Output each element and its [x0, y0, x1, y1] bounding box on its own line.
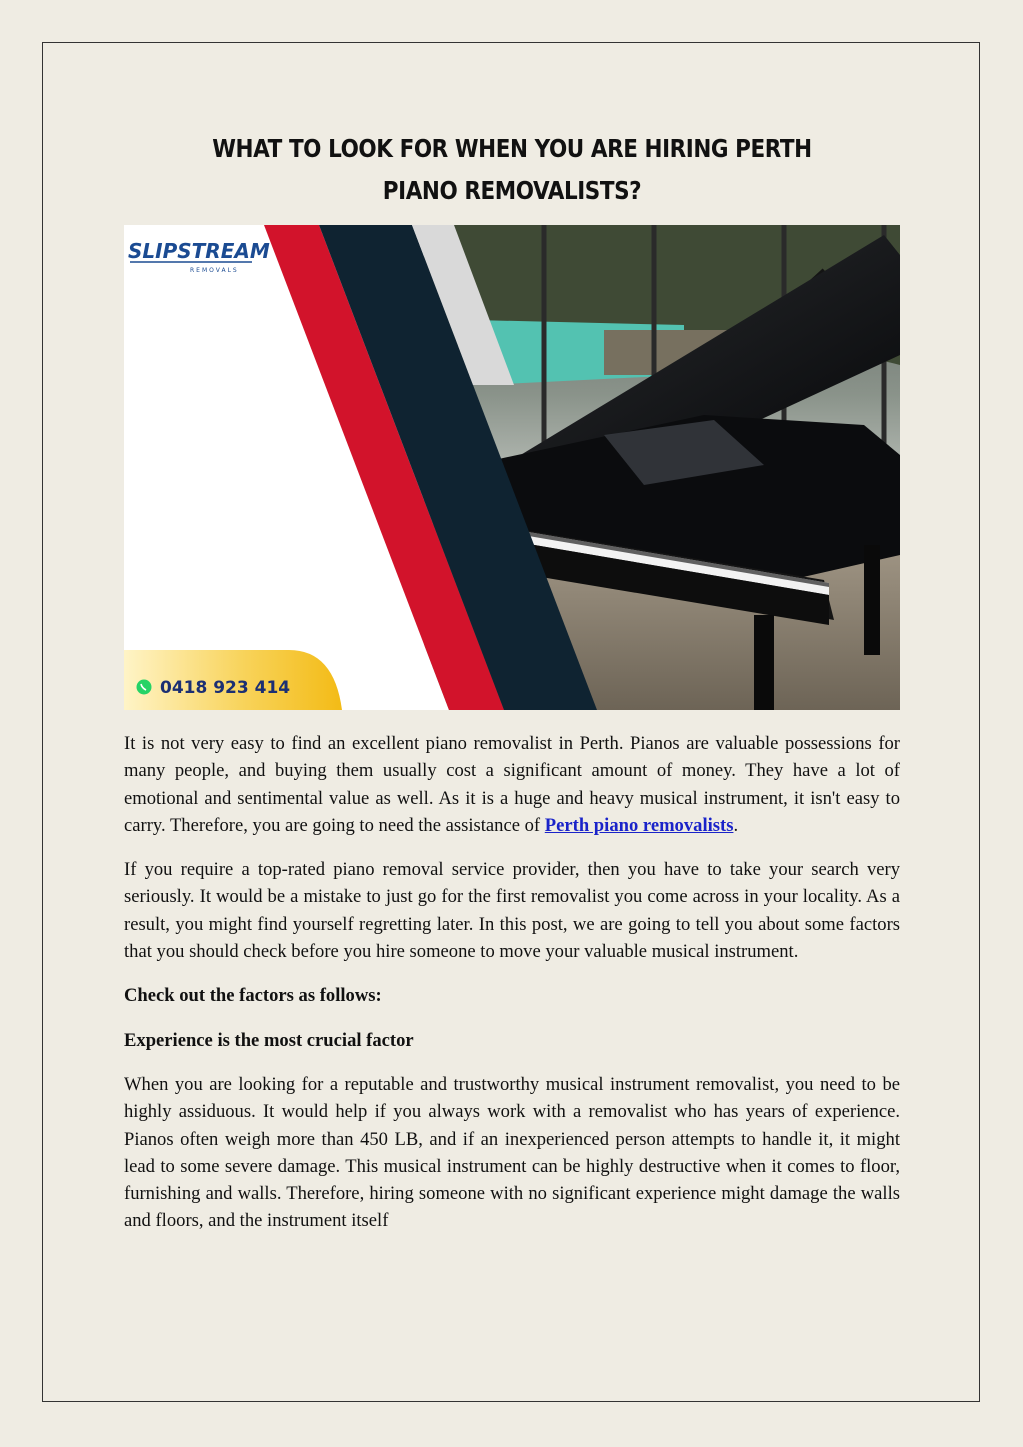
page-title: WHAT TO LOOK FOR WHEN YOU ARE HIRING PERTH PIANO REMOVALISTS?: [212, 134, 812, 205]
hero-banner-image: [124, 225, 900, 710]
heading-experience: Experience is the most crucial factor: [124, 1029, 414, 1051]
paragraph-intro: [124, 730, 900, 839]
phone-number: 0418 923 414: [160, 678, 291, 698]
logo-text: SLIPSTREAM: [128, 239, 270, 263]
heading-factors: Check out the factors as follows:: [124, 985, 382, 1007]
whatsapp-icon: [137, 680, 152, 695]
paragraph-intro-text: It is not very easy to find an excellent piano removalist in Perth. Pianos are valuable possessions for many people, and buying them usually cost a significant amount of money. They have a lot of emotional and sentimental value as well. As it is a huge and heavy musical instrument, it isn't easy to carry. Therefore, you are going to need the assistance of: [124, 733, 900, 836]
paragraph-search: If you require a top-rated piano removal service provider, then you have to take your search very seriously. It would be a mistake to just go for the first removalist you come across in your locality. As a result, you might find yourself regretting later. In this post, we are going to tell you about some factors that you should check before you hire someone to move your valuable musical instrument.: [124, 859, 900, 963]
paragraph-intro-end: .: [733, 814, 739, 836]
perth-piano-removalists-link[interactable]: Perth piano removalists: [544, 814, 734, 836]
article-body: [124, 730, 900, 1252]
logo-subtext: REMOVALS: [190, 267, 239, 274]
paragraph-experience: When you are looking for a reputable and trustworthy musical instrument removalist, you need to be highly assiduous. It would help if you always work with a removalist who has years of experience. Pianos often weigh more than 450 LB, and if an inexperienced person attempts to handle it, it might lead to some severe damage. This musical instrument can be highly destructive when it comes to floor, furnishing and walls. Therefore, hiring someone with no significant experience might damage the walls and floors, and the instrument itself: [124, 1073, 900, 1232]
